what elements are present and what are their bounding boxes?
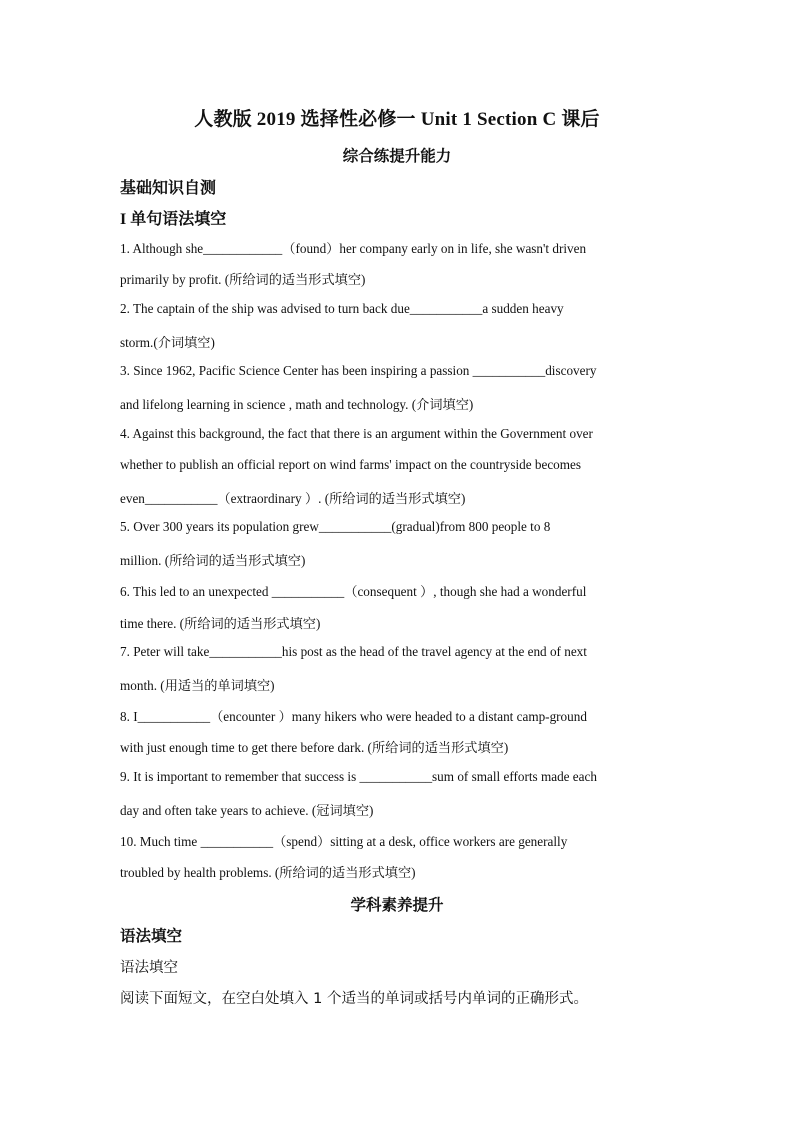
question-line: 8. I___________（encounter ）many hikers who were headed to a distant camp-ground xyxy=(120,709,587,724)
section-heading-basic: 基础知识自测 xyxy=(120,180,217,197)
page-subtitle: 综合练提升能力 xyxy=(342,148,452,165)
question-line: even___________（extraordinary ）. (所给词的适当形式填空) xyxy=(120,491,466,506)
question-line: 1. Although she____________（found）her company early on in life, she wasn't driven xyxy=(120,241,587,256)
question-line: 2. The captain of the ship was advised to turn back due___________a sudden heavy xyxy=(120,301,564,316)
question-line: day and often take years to achieve. (冠词填空) xyxy=(120,803,374,818)
cloze-instruction: 阅读下面短文，在空白处填入 1 个适当的单词或括号内单词的正确形式。 xyxy=(120,991,588,1007)
question-line: storm.(介词填空) xyxy=(120,335,215,350)
question-line: with just enough time to get there before dark. (所给词的适当形式填空) xyxy=(120,740,509,755)
cloze-subheading: 语法填空 xyxy=(120,960,178,976)
question-line: troubled by health problems. (所给词的适当形式填空) xyxy=(120,865,416,880)
section-heading-literacy: 学科素养提升 xyxy=(350,897,444,914)
question-line: 4. Against this background, the fact that there is an argument within the Government over xyxy=(120,426,593,441)
question-line: primarily by profit. (所给词的适当形式填空) xyxy=(120,272,366,287)
question-line: 9. It is important to remember that success is ___________sum of small efforts made each xyxy=(120,769,597,784)
section-heading-cloze: 语法填空 xyxy=(120,928,183,945)
question-line: 5. Over 300 years its population grew___________(gradual)from 800 people to 8 xyxy=(120,519,551,534)
page-title: 人教版 2019 选择性必修一 Unit 1 Section C 课后 xyxy=(194,109,600,130)
question-line: 3. Since 1962, Pacific Science Center has been inspiring a passion ___________discovery xyxy=(120,363,597,378)
question-line: month. (用适当的单词填空) xyxy=(120,678,275,693)
question-line: 10. Much time ___________（spend）sitting at a desk, office workers are generally xyxy=(120,834,568,849)
question-line: whether to publish an official report on wind farms' impact on the countryside becomes xyxy=(120,457,582,472)
question-line: time there. (所给词的适当形式填空) xyxy=(120,616,321,631)
question-line: million. (所给词的适当形式填空) xyxy=(120,553,306,568)
question-line: and lifelong learning in science , math and technology. (介词填空) xyxy=(120,397,474,412)
question-line: 6. This led to an unexpected ___________（consequent ）, though she had a wonderful xyxy=(120,584,587,599)
question-line: 7. Peter will take___________his post as the head of the travel agency at the end of next xyxy=(120,644,587,659)
section-heading-grammar-fill: I 单句语法填空 xyxy=(120,211,227,228)
